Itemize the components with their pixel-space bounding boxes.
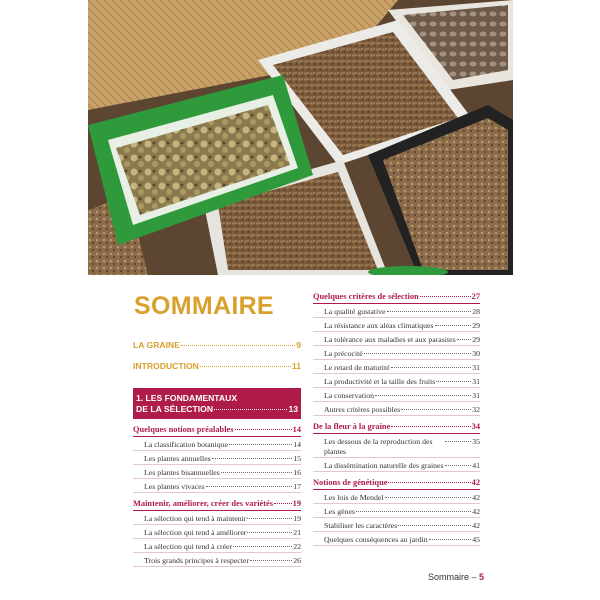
toc-item[interactable]: La productivité et la taille des fruits 31 — [313, 374, 480, 388]
toc-section[interactable]: Maintenir, améliorer, créer des variétés 19 — [133, 499, 301, 511]
toc-right-column — [313, 292, 480, 546]
footer-label: Sommaire – — [428, 572, 477, 582]
toc-entry-introduction[interactable]: INTRODUCTION 11 — [133, 361, 301, 371]
toc-item[interactable]: La dissémination naturelle des graines 41 — [313, 458, 480, 472]
toc-item[interactable]: La sélection qui tend à maintenir 19 — [133, 511, 301, 525]
toc-item[interactable]: Autres critères possibles 32 — [313, 402, 480, 416]
toc-item[interactable]: Les gènes 42 — [313, 504, 480, 518]
toc-item[interactable]: La sélection qui tend à créer 22 — [133, 539, 301, 553]
toc-section[interactable]: De la fleur à la graine 34 — [313, 422, 480, 434]
toc-item[interactable]: La précocité 30 — [313, 346, 480, 360]
toc-item[interactable]: Les lois de Mendel 42 — [313, 490, 480, 504]
chapter-title-line2: DE LA SÉLECTION — [136, 404, 214, 414]
toc-section[interactable]: Quelques critères de sélection 27 — [313, 292, 480, 304]
toc-item[interactable]: Quelques conséquences au jardin 45 — [313, 532, 480, 546]
toc-entry-la-graine[interactable]: LA GRAINE 9 — [133, 340, 301, 350]
toc-item[interactable]: La conservation 31 — [313, 388, 480, 402]
chapter-title-line1: 1. LES FONDAMENTAUX — [136, 393, 238, 403]
toc-item[interactable]: La classification botanique 14 — [133, 437, 301, 451]
toc-item[interactable]: Trois grands principes à respecter 26 — [133, 553, 301, 567]
toc-item[interactable]: Les dessous de la reproduction des plantes 35 — [313, 434, 480, 458]
toc-item[interactable]: La qualité gustative 28 — [313, 304, 480, 318]
page-number: 5 — [479, 572, 485, 582]
toc-item[interactable]: La sélection qui tend à améliorer 21 — [133, 525, 301, 539]
toc-item[interactable]: Les plantes vivaces 17 — [133, 479, 301, 493]
page-title: SOMMAIRE — [134, 292, 274, 320]
toc-item[interactable]: Le retard de maturité 31 — [313, 360, 480, 374]
toc-section[interactable]: Quelques notions préalables 14 — [133, 425, 301, 437]
toc-section[interactable]: Notions de génétique 42 — [313, 478, 480, 490]
page-footer — [428, 572, 484, 582]
toc-item[interactable]: Les plantes annuelles 15 — [133, 451, 301, 465]
toc-item[interactable]: La tolérance aux maladies et aux parasites 29 — [313, 332, 480, 346]
chapter-heading-box[interactable] — [133, 388, 301, 419]
toc-item[interactable]: La résistance aux aléas climatiques 29 — [313, 318, 480, 332]
toc-item[interactable]: Stabiliser les caractères 42 — [313, 518, 480, 532]
toc-item[interactable]: Les plantes bisannuelles 16 — [133, 465, 301, 479]
seed-trays-photo — [88, 0, 513, 275]
chapter-page: 13 — [288, 404, 298, 414]
toc-left-column — [133, 340, 301, 567]
